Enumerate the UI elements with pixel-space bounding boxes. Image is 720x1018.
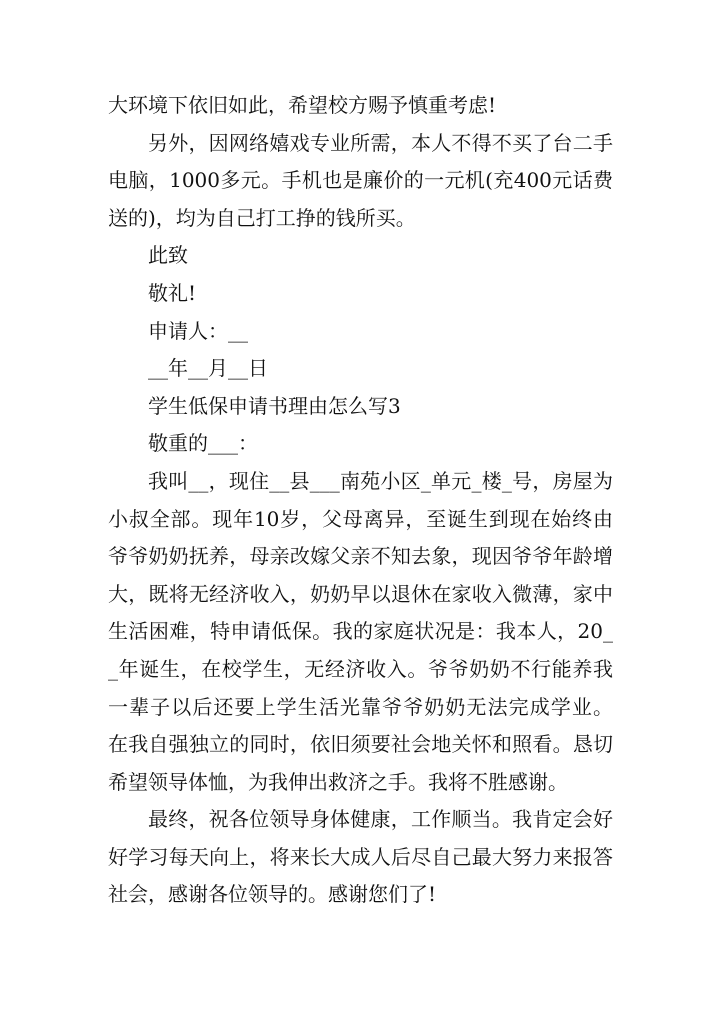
salutation: 敬重的___： (148, 431, 258, 456)
section-heading: 学生低保申请书理由怎么写3 (148, 393, 401, 418)
closing-cizhi: 此致 (148, 243, 188, 268)
paragraph-intro-end: 大环境下依旧如此，希望校方赐予慎重考虑! (108, 93, 497, 117)
paragraph-family-situation: 我叫__，现住__县___南苑小区_单元_楼_号，房屋为小叔全部。现年10岁，父母离异，至诞生到现在始终由爷爷奶奶抚养，母亲改嫁父亲不知去象，现因爷爷年龄增大，既将无经济收入，奶奶早以退休在家收入微薄，家中生活困难，特申请低保。我的家庭状况是：我本人，20__年诞生，在校学生，无经济收入。爷爷奶奶不行能养我一辈子以后还要上学生活光靠爷爷奶奶无法完成学业。 在我自强独立的同时，依旧须要社会地关怀和照看。恳切希望领导体恤，为我伸出救济之手。我将不胜感谢。 (108, 468, 613, 794)
applicant-line: 申请人：__ (148, 318, 248, 343)
document-body (108, 87, 613, 914)
closing-jingli: 敬礼! (148, 280, 197, 305)
paragraph-computer-phone: 另外，因网络嬉戏专业所需，本人不得不买了台二手电脑，1000多元。手机也是廉价的一元机(充400元话费送的)，均为自己打工挣的钱所买。 (108, 130, 613, 230)
paragraph-final-wishes: 最终，祝各位领导身体健康，工作顺当。我肯定会好好学习每天向上，将来长大成人后尽自己最大努力来报答社会，感谢各位领导的。感谢您们了! (108, 807, 613, 907)
date-line: __年__月__日 (148, 356, 268, 381)
